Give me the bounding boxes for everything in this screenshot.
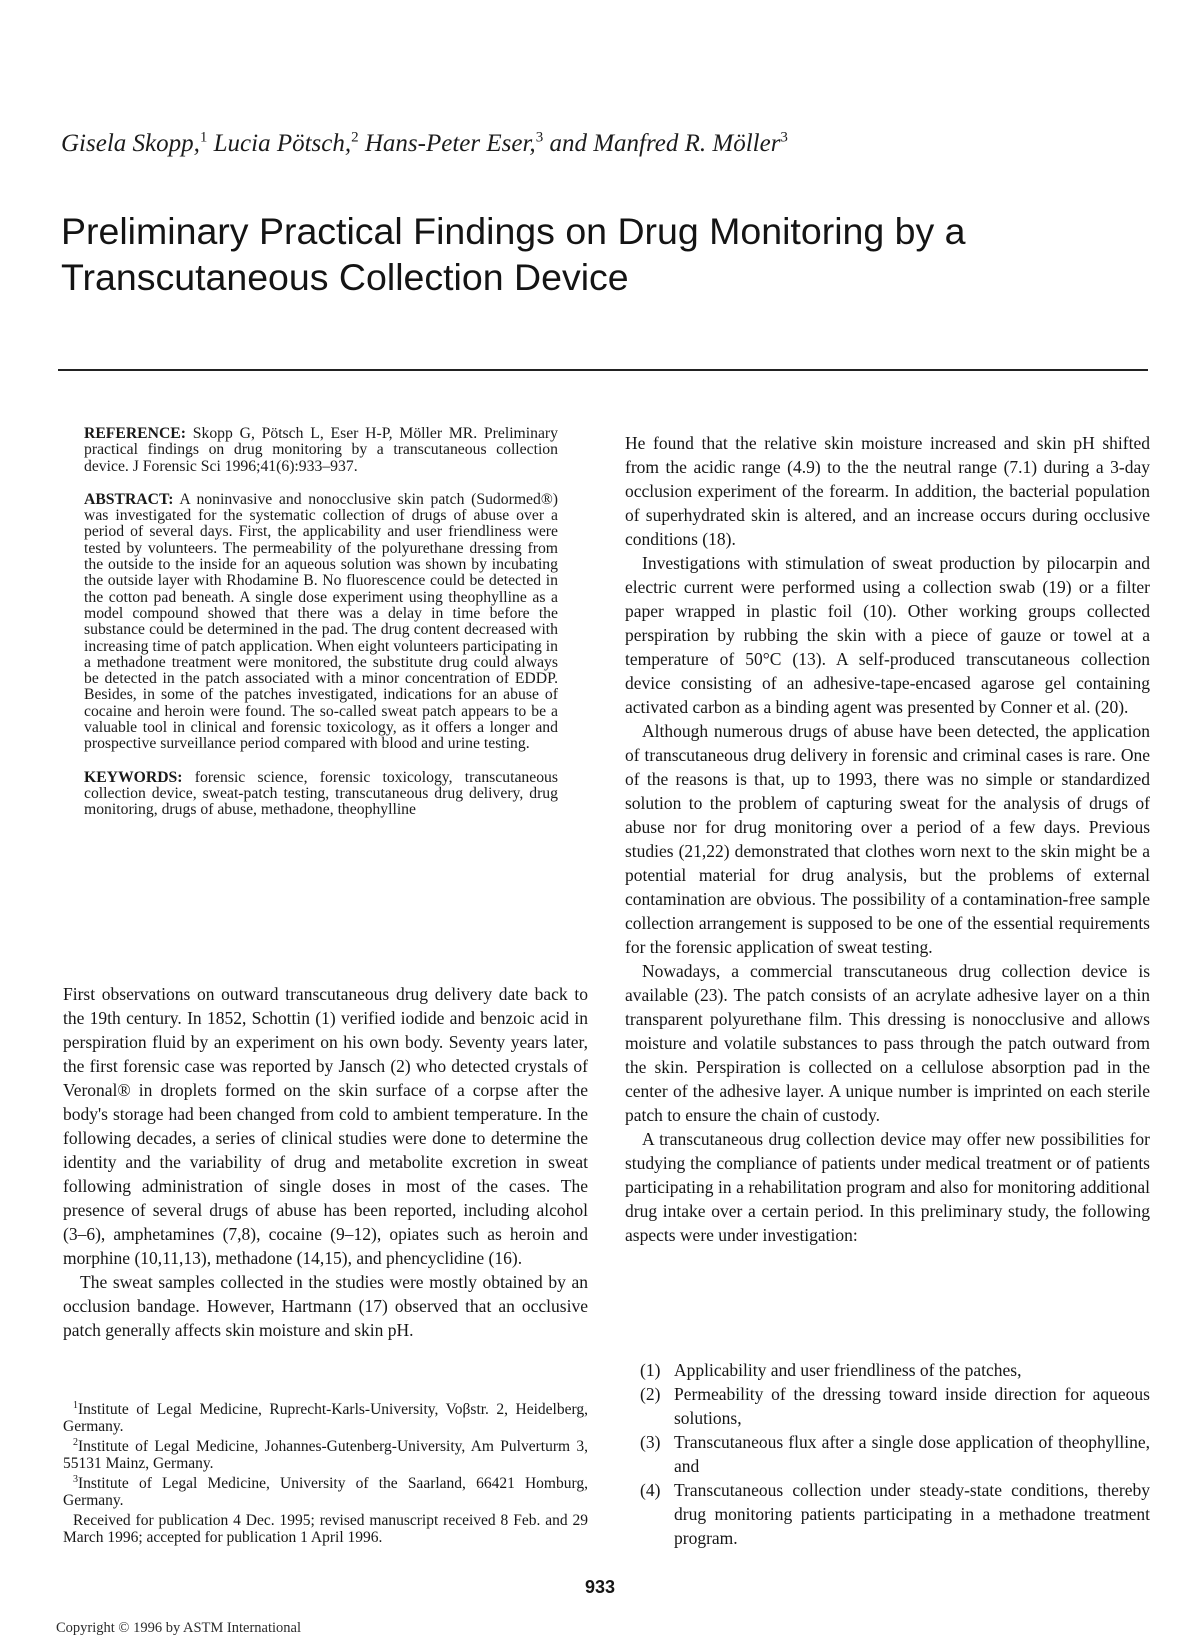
author-name: Gisela Skopp,: [61, 130, 200, 157]
list-text: Transcutaneous collection under steady-state conditions, thereby drug monitoring patients participating in a methadone treatment program.: [674, 1480, 1150, 1548]
body-right-column: [625, 431, 1150, 1247]
list-item: [640, 1430, 1150, 1478]
affiliation-mark: 1: [199, 129, 208, 146]
keywords-text: forensic science, forensic toxicology, transcutaneous collection device, sweat-patch testing, transcutaneous drug delivery, drug monitoring, drugs of abuse, methadone, theophylline: [84, 768, 559, 819]
keywords-label: KEYWORDS:: [84, 768, 183, 786]
reference-paragraph: [84, 426, 558, 475]
author-line: [61, 130, 788, 158]
paper-title: Preliminary Practical Findings on Drug Monitoring by a Transcutaneous Collection Device: [61, 210, 966, 298]
body-paragraph: Although numerous drugs of abuse have been detected, the application of transcutaneous drug delivery in forensic and criminal cases is rare. One of the reasons is that, up to 1993, there was no simple or standardized solution to the problem of capturing sweat for the analysis of drugs of abuse nor for drug monitoring over a period of a few days. Previous studies (21,22) demonstrated that clothes worn next to the skin might be a potential material for drug analysis, but the problems of external contamination are obvious. The possibility of a contamination-free sample collection arrangement is supposed to be one of the essential requirements for the forensic application of sweat testing.: [625, 721, 1150, 957]
list-number: (1): [640, 1360, 661, 1380]
abstract-block: [84, 426, 558, 819]
list-item: [640, 1358, 1150, 1382]
list-text: Applicability and user friendliness of the patches,: [674, 1360, 1022, 1380]
affiliation-mark: 2: [351, 129, 359, 146]
received-text: Received for publication 4 Dec. 1995; revised manuscript received 8 Feb. and 29 March 1996; accepted for publication 1 April 1996.: [63, 1512, 588, 1546]
body-paragraph: A transcutaneous drug collection device may offer new possibilities for studying the compliance of patients under medical treatment or of patients participating in a rehabilitation program and also for monitoring additional drug intake over a certain period. In this preliminary study, the following aspects were under investigation:: [625, 1129, 1150, 1245]
footnote: [63, 1399, 588, 1435]
footnote-mark: 1: [73, 1399, 78, 1411]
list-number: (3): [640, 1432, 661, 1452]
body-paragraph: The sweat samples collected in the studies were mostly obtained by an occlusion bandage. However, Hartmann (17) observed that an occlusive patch generally affects skin moisture and skin pH.: [63, 1272, 588, 1340]
footnote-mark: 2: [73, 1436, 78, 1448]
page-number: 933: [584, 1577, 616, 1597]
body-paragraph: Nowadays, a commercial transcutaneous drug collection device is available (23). The patch consists of an acrylate adhesive layer on a thin transparent polyurethane film. This dressing is nonocclusive and allows moisture and volatile substances to pass through the patch outward from the skin. Perspiration is collected on a cellulose absorption pad in the center of the adhesive layer. A unique number is imprinted on each sterile patch to ensure the chain of custody.: [625, 961, 1150, 1125]
reference-text: Skopp G, Pötsch L, Eser H-P, Möller MR. Preliminary practical findings on drug monitoring by a transcutaneous collection device. J Forensic Sci 1996;41(6):933–937.: [84, 425, 558, 475]
abstract-label: ABSTRACT:: [84, 490, 174, 508]
author-name: Lucia Pötsch,: [213, 130, 352, 157]
list-number: (4): [640, 1480, 661, 1500]
list-item: [640, 1478, 1150, 1550]
footnotes: [63, 1399, 588, 1550]
author-name: Hans-Peter Eser,: [364, 130, 536, 157]
abstract-paragraph: [84, 492, 558, 753]
list-text: Permeability of the dressing toward inside direction for aqueous solutions,: [674, 1384, 1150, 1428]
author-name: and Manfred R. Möller: [549, 130, 781, 157]
footnote: [63, 1436, 588, 1472]
body-paragraph: First observations on outward transcutaneous drug delivery date back to the 19th century. In 1852, Schottin (1) verified iodide and benzoic acid in perspiration fluid by an experiment on his own body. Seventy years later, the first forensic case was reported by Jansch (2) who detected crystals of Veronal® in droplets formed on the skin surface of a corpse after the body's storage had been changed from cold to ambient temperature. In the following decades, a series of clinical studies were done to determine the identity and the variability of drug and metabolite excretion in sweat following administration of single doses in most of the cases. The presence of several drugs of abuse has been reported, including alcohol (3–6), amphetamines (7,8), cocaine (9–12), opiates such as heroin and morphine (10,11,13), methadone (14,15), and phencyclidine (16).: [63, 984, 588, 1268]
body-paragraph: Investigations with stimulation of sweat production by pilocarpin and electric current were performed using a collection swab (19) or a filter paper wrapped in plastic foil (10). Other working groups collected perspiration by rubbing the skin with a piece of gauze or towel at a temperature of 50°C (13). A self-produced transcutaneous collection device consisting of an adhesive-tape-encased agarose gel containing activated carbon as a binding agent was presented by Conner et al. (20).: [625, 553, 1150, 717]
abstract-text: A noninvasive and nonocclusive skin patch (Sudormed®) was investigated for the systematic collection of drugs of abuse over a period of several days. First, the applicability and user friendliness were tested by volunteers. The permeability of the polyurethane dressing from the outside to the inside for an aqueous solution was shown by incubating the outside layer with Rhodamine B. No fluorescence could be detected in the cotton pad beneath. A single dose experiment using theophylline as a model compound showed that there was a delay in time before the substance could be determined in the pad. The drug content decreased with increasing time of patch application. When eight volunteers participating in a methadone treatment were monitored, the substitute drug could always be detected in the patch associated with a minor concentration of EDDP. Besides, in some of the patches investigated, indications for an abuse of cocaine and heroin were found. The so-called sweat patch appears to be a valuable tool in clinical and forensic toxicology, as it offers a longer and prospective surveillance period compared with blood and urine testing.: [84, 490, 558, 753]
received-note: [63, 1513, 588, 1546]
copyright-notice: Copyright © 1996 by ASTM International: [56, 1620, 302, 1636]
affiliation-mark: 3: [535, 129, 544, 146]
reference-label: REFERENCE:: [84, 425, 186, 442]
footnote-mark: 3: [73, 1473, 78, 1485]
list-item: [640, 1382, 1150, 1430]
investigation-list: [640, 1358, 1150, 1550]
body-paragraph: He found that the relative skin moisture increased and skin pH shifted from the acidic range (4.9) to the the neutral range (7.1) during a 3-day occlusion experiment of the forearm. In addition, the bacterial population of superhydrated skin is altered, and an increase occurs during occlusive conditions (18).: [625, 433, 1150, 549]
footnote: [63, 1473, 588, 1509]
footnote-text: Institute of Legal Medicine, Johannes-Gutenberg-University, Am Pulverturm 3, 55131 Mainz, Germany.: [63, 1438, 588, 1472]
list-text: Transcutaneous flux after a single dose application of theophylline, and: [674, 1432, 1150, 1476]
keywords-paragraph: [84, 770, 558, 819]
body-left-column: [63, 982, 588, 1342]
footnote-text: Institute of Legal Medicine, Ruprecht-Karls-University, Voβstr. 2, Heidelberg, Germany.: [63, 1401, 588, 1435]
title-divider: [58, 369, 1148, 371]
affiliation-mark: 3: [780, 129, 788, 146]
list-number: (2): [640, 1384, 661, 1404]
footnote-text: Institute of Legal Medicine, University of the Saarland, 66421 Homburg, Germany.: [63, 1475, 588, 1509]
